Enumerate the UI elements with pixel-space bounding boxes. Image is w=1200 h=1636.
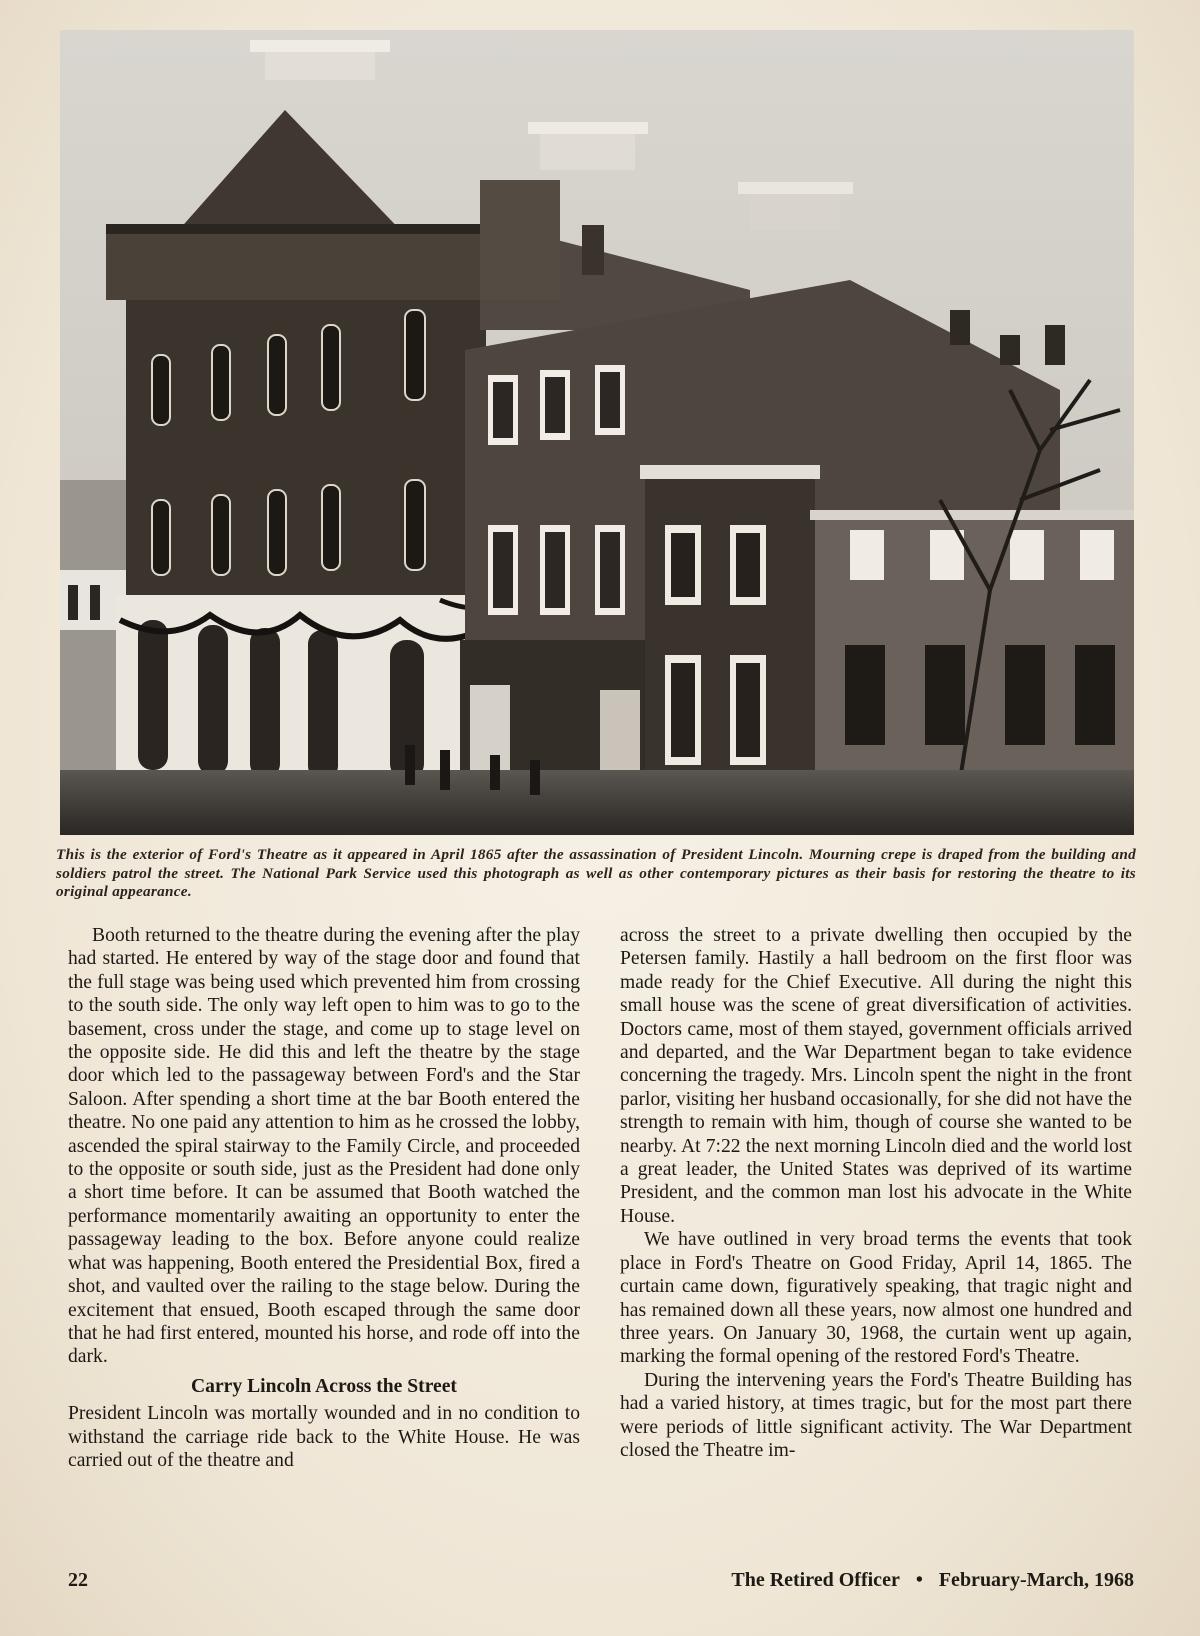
- publication-footer: [731, 1569, 1134, 1592]
- article-paragraph: across the street to a private dwelling then occupied by the Petersen family. Hastily a hall bedroom on the first floor was made ready for the Chief Executive. All during the night this small house was the scene of great diversification of activities. Doctors came, most of them stayed, government officials arrived and departed, and the War Department began to take evidence concerning the tragedy. Mrs. Lincoln spent the night in the front parlor, visiting her husband occasionally, for she did not have the strength to remain with him, though of course she wanted to be nearby. At 7:22 the next morning Lincoln died and the world lost a great leader, the United States was deprived of its wartime President, and the common man lost his advocate in the White House.: [620, 925, 1132, 1227]
- article-paragraph: President Lincoln was mortally wounded and in no condition to withstand the carriage ride back to the White House. He was carried out of the theatre and: [68, 1403, 580, 1471]
- fords-theatre-photograph: [60, 30, 1134, 835]
- page-number: 22: [68, 1569, 88, 1591]
- article-paragraph: Booth returned to the theatre during the evening after the play had started. He entered by way of the stage door and found that the full stage was being used which prevented him from crossing to the south side. The only way left open to him was to go to the basement, cross under the stage, and come up to stage level on the opposite side. He did this and left the theatre by the stage door which led to the passageway between Ford's and the Star Saloon. After spending a short time at the bar Booth entered the theatre. No one paid any attention to him as he crossed the lobby, ascended the spiral stairway to the Family Circle, and proceeded to the opposite or south side, just as the President had done only a short time before. It can be assumed that Booth watched the performance momentarily awaiting an opportunity to enter the passageway leading to the box. Before anyone could realize what was happening, Booth entered the Presidential Box, fired a shot, and vaulted over the railing to the stage below. During the excitement that ensued, Booth escaped through the same door that he had first entered, mounted his horse, and rode off into the dark.: [68, 925, 580, 1368]
- article-paragraph: During the intervening years the Ford's Theatre Building has had a varied history, at times tragic, but for the most part there were periods of little significant activity. The War Department closed the Theatre im-: [620, 1369, 1132, 1461]
- article-column-right: [620, 924, 1132, 1462]
- publication-name: The Retired Officer: [731, 1569, 900, 1591]
- article-paragraph: We have outlined in very broad terms the events that took place in Ford's Theatre on Good Friday, April 14, 1865. The curtain came down, figuratively speaking, that tragic night and has remained down all these years, now almost one hundred and three years. On January 30, 1968, the curtain went up again, marking the formal opening of the restored Ford's Theatre.: [620, 1229, 1132, 1368]
- footer-separator: •: [915, 1569, 923, 1591]
- photo-caption: This is the exterior of Ford's Theatre as it appeared in April 1865 after the assassination of President Lincoln. Mourning crepe is draped from the building and soldiers patrol the street. The National Park Service used this photograph as well as other contemporary pictures as their basis for restoring the theatre to its original appearance.: [56, 846, 1136, 900]
- issue-date: February-March, 1968: [938, 1569, 1134, 1591]
- section-subheading: Carry Lincoln Across the Street: [191, 1375, 457, 1397]
- article-column-left: [68, 924, 580, 1472]
